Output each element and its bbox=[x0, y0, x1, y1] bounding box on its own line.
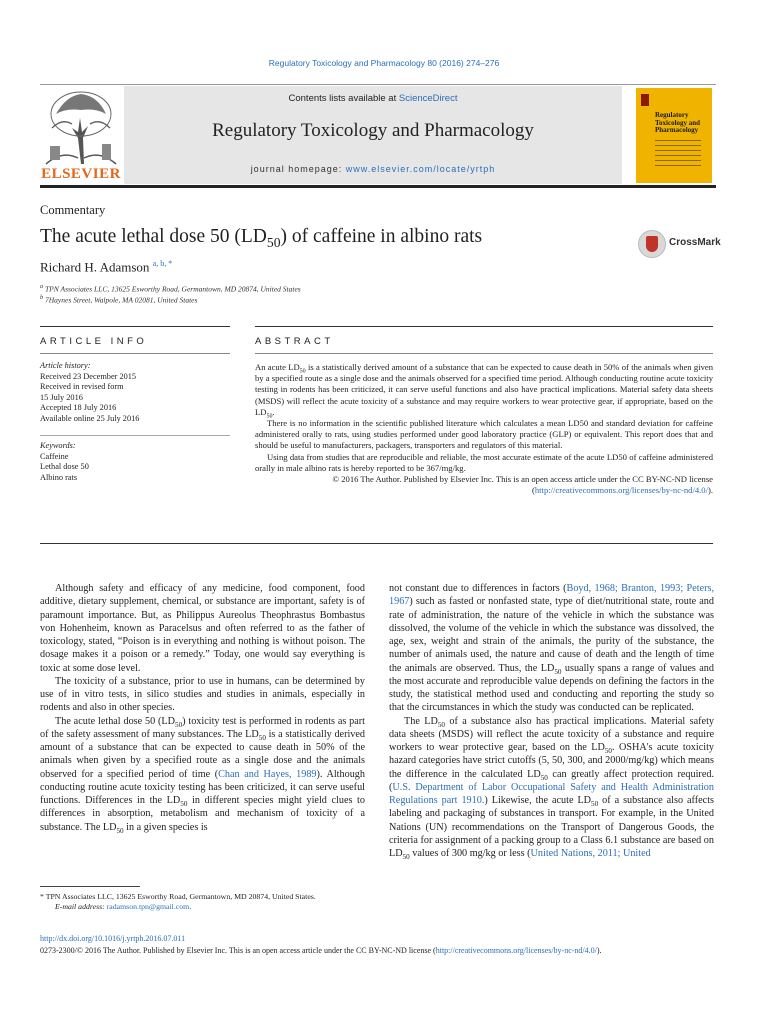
info-top-rule bbox=[40, 326, 230, 327]
header-bottom-rule bbox=[40, 185, 716, 188]
info-sub-rule bbox=[40, 353, 230, 354]
article-history: Article history: Received 23 December 2015 Received in revised form 15 July 2016 Accepted 18 July 2016 Available online 25 July 2016 bbox=[40, 361, 140, 423]
affiliation-b: $^b$ 7Haynes Street, Walpole, MA 02081, United States bbox=[40, 294, 198, 305]
article-type: Commentary bbox=[40, 203, 106, 217]
author-affiliation-links[interactable]: a, b, * bbox=[152, 259, 173, 268]
journal-title: Regulatory Toxicology and Pharmacology bbox=[212, 120, 534, 141]
body-left-column: Although safety and efficacy of any medicine, food component, food additive, dietary supplement, chemical, or substance are important, safety is of paramount importance. But, as Philippus Aureolus Theophrastus Bombastus von Hohenheim, known as Paracelsus and often referred to as the father of toxicology, stated, “Poison is in everything and nothing is without poison. The dosage makes it a poison or a remedy.” Today, one would say everything is toxic at some dose level. The toxicity of a substance, prior to use in humans, can be determined by use of in vitro tests, in silico studies and studies in animals, especially in rodents and also in other species. The acute lethal dose 50 $(LD_{50})$ toxicity test is performed in rodents as part of the safety assessment of many substances. The $LD_{50}$ is a statistically derived amount of a substance that can be expected to cause death in 50% of the animals when given by a specified route as a single dose and the animals observed for a specified period of time (Chan and Hayes, 1989). Although conducting routine acute toxicity testing has been criticized, it can serve useful functions. Differences in the $LD_{50}$ in different species might yield clues to differences in absorption, metabolism and mechanism of toxicity of a substance. The $LD_{50}$ in a given species is bbox=[40, 583, 366, 835]
footnote-rule bbox=[40, 886, 140, 887]
journal-homepage bbox=[124, 164, 622, 174]
citation-united-nations[interactable]: United Nations, 2011; United bbox=[530, 848, 651, 859]
citation-osha[interactable]: U.S. Department of Labor Occupational Safety and Health Administration Regulations part 1910. bbox=[389, 781, 714, 806]
abstract-heading: ABSTRACT bbox=[255, 336, 334, 347]
contents-prefix: Contents lists available at bbox=[288, 93, 399, 104]
contents-line bbox=[124, 93, 622, 104]
affiliation-a: $^a$ TPN Associates LLC, 13625 Esworthy Road, Germantown, MD 20874, United States bbox=[40, 283, 301, 294]
author-name: Richard H. Adamson bbox=[40, 259, 150, 275]
cover-text-lines bbox=[655, 140, 701, 170]
homepage-link[interactable]: www.elsevier.com/locate/yrtph bbox=[345, 164, 496, 174]
abstract-license-link[interactable]: http://creativecommons.org/licenses/by-nc-nd/4.0/ bbox=[534, 485, 708, 496]
homepage-label: journal homepage: bbox=[250, 164, 346, 174]
header-top-rule bbox=[40, 84, 716, 85]
cover-logo-icon bbox=[641, 94, 649, 106]
journal-citation[interactable]: Regulatory Toxicology and Pharmacology 80 (2016) 274–276 bbox=[268, 58, 500, 68]
abstract-sub-rule bbox=[255, 353, 713, 354]
footer-license-link[interactable]: http://creativecommons.org/licenses/by-nc-nd/4.0/ bbox=[435, 946, 597, 955]
info-mid-rule bbox=[40, 435, 230, 436]
citation-chan-hayes[interactable]: Chan and Hayes, 1989 bbox=[218, 768, 317, 780]
citation-boyd-branton-peters[interactable]: Boyd, 1968; Branton, 1993; Peters, 1967 bbox=[389, 583, 714, 608]
keywords: Keywords: Caffeine Lethal dose 50 Albino rats bbox=[40, 441, 89, 482]
abstract-bottom-rule bbox=[40, 543, 713, 544]
cover-title: Regulatory Toxicology and Pharmacology bbox=[655, 111, 701, 134]
author-email-link[interactable]: radamson.tpn@gmail.com bbox=[106, 902, 190, 911]
author bbox=[40, 259, 172, 275]
crossmark-icon bbox=[638, 230, 666, 258]
article-info-heading: ARTICLE INFO bbox=[40, 336, 148, 347]
body-right-column: not constant due to differences in factors (Boyd, 1968; Branton, 1993; Peters, 1967) such as fasted or nonfasted state, type of diet/nutritional state, route and rate of administration, the nature of the vehicle in which the substance was dissolved, the volume of the vehicle in which the substance was dissolved, the age, sex, weight and strain of the animals, the purity of the substance, the number of animals used, the nature and cause of death and the length of time the animals are observed. Thus, the $LD_{50}$ usually spans a range of values and the most accurate and reproducible value depends on defining the factors in the study, the statistical method used and conducting and reporting the study so that the circumstances in which the study was conducted can be replicated. The $LD_{50}$ of a substance also has practical implications. Material safety data sheets (MSDS) will reflect the acute toxicity of a substance and require workers to wear protective gear, based on the $LD_{50}$. OSHA's acute toxicity hazard categories have strict cutoffs (5, 50, 300, and 2000/mg/kg) which means the difference in the calculated $LD_{50}$ can greatly affect protection required. (U.S. Department of Labor Occupational Safety and Health Administration Regulations part 1910.) Likewise, the acute $LD_{50}$ of a substance also affects labeling and packaging of substances in transport. For example, in the United Nations (UN) recommendations on the Transport of Dangerous Goods, the criteria for assignment of a packing group to a Class 6.1 substance are based on $LD_{50}$ values of 300 mg/kg or less (United Nations, 2011; United bbox=[389, 583, 714, 862]
footnote: * TPN Associates LLC, 13625 Esworthy Road, Germantown, MD 20874, United States. E-mail address: radamson.tpn@gmail.com. bbox=[40, 892, 316, 911]
abstract-top-rule bbox=[255, 326, 713, 327]
sciencedirect-link[interactable]: ScienceDirect bbox=[398, 93, 458, 104]
doi-link[interactable]: http://dx.doi.org/10.1016/j.yrtph.2016.07.011 bbox=[40, 934, 186, 943]
elsevier-wordmark[interactable]: ELSEVIER bbox=[41, 166, 121, 182]
elsevier-tree-logo bbox=[42, 88, 120, 166]
crossmark-badge[interactable]: CrossMark bbox=[638, 230, 728, 260]
article-title: The acute lethal dose 50 $(LD_{50})$ of caffeine in albino rats bbox=[40, 226, 483, 250]
abstract-text: An acute $LD_{50}$ is a statistically derived amount of a substance that can be expected to cause death in 50% of the animals when given by a specified route as a single dose and the animals observed for a specified time period. Although conducting routine acute toxicity testing in rodents has been criticized, it can serve useful functions and also have practical implications. Material safety data sheets (MSDS) will reflect the acute toxicity of a substance and may require workers to wear protective gear, if appropriate, based on the $LD_{50}$. There is no information in the scientific published literature which calculates a mean LD50 and standard deviation for caffeine administered orally to rats, using studies performed under good laboratory practice (GLP) or equivalent. This report does that and should be useful to manufacturers, packagers, transporters and regulators of this material. Using data from studies that are reproducible and reliable, the most accurate estimate of the acute LD50 of caffeine administered orally in male albino rats is hereby reported to be 367/mg/kg. © 2016 The Author. Published by Elsevier Inc. This is an open access article under the CC BY-NC-ND license (http://creativecommons.org/licenses/by-nc-nd/4.0/). bbox=[255, 362, 713, 496]
license-line: 0273-2300/© 2016 The Author. Published by Elsevier Inc. This is an open access article under the CC BY-NC-ND license (http://creativecommons.org/licenses/by-nc-nd/4.0/). bbox=[40, 946, 602, 955]
